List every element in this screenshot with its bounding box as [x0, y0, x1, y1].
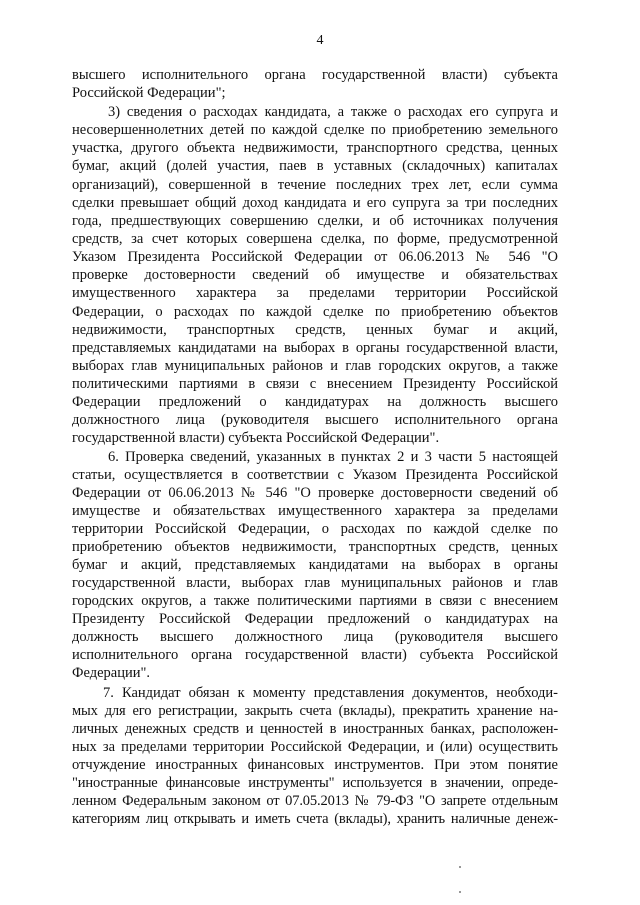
scan-mark [459, 891, 461, 893]
text-line: должность высшего должностного лица (руководителя высшего [72, 629, 558, 645]
text-line: сделки превышает общий доход кандидата и его супруга за три последних [72, 195, 558, 211]
text-line: политическими партиями в связи с внесением Президенту Российской [72, 376, 558, 392]
text-line: статьи, осуществляется в соответствии с Указом Президента Российской [72, 467, 558, 483]
text-line: территории Российской Федерации, о расходах по каждой сделке по [72, 521, 558, 537]
text-line: недвижимости, транспортных средств, ценных бумаг и акций, [72, 322, 558, 338]
text-line: городских округов, а также политическими партиями в связи с внесением [72, 593, 558, 609]
text-line: года, предшествующих совершению сделки, и об источниках получения [72, 213, 558, 229]
text-line: имущественного характера за пределами территории Российской [72, 285, 558, 301]
text-line: государственной власти) субъекта Российской Федерации". [72, 430, 440, 446]
text-line: организаций), совершенной в течение последних трех лет, если сумма [72, 177, 558, 193]
text-line: 6. Проверка сведений, указанных в пунктах 2 и 3 части 5 настоящей [108, 449, 558, 465]
text-line: Российской Федерации"; [72, 85, 226, 101]
text-line: Федерации предложений о кандидатурах на должность высшего [72, 394, 558, 410]
text-line: Федерации от 06.06.2013 № 546 "О проверке достоверности сведений об [72, 485, 558, 501]
text-line: 7. Кандидат обязан к моменту представления документов, необходи- [103, 685, 558, 701]
text-line: несовершеннолетних детей по каждой сделке по приобретению земельного [72, 122, 558, 138]
text-line: категориям лиц открывать и иметь счета (вклады), хранить наличные денеж- [72, 811, 558, 827]
text-line: Указом Президента Российской Федерации от 06.06.2013 № 546 "О [72, 249, 558, 265]
text-line: приобретению объектов недвижимости, транспортных средств, ценных [72, 539, 558, 555]
text-line: должностного лица (руководителя высшего исполнительного органа [72, 412, 558, 428]
text-line: государственной власти, выборах глав муниципальных районов и глав [72, 575, 558, 591]
text-line: мых для его регистрации, закрыть счета (вклады), прекратить хранение на- [72, 703, 558, 719]
text-line: личных денежных средств и ценностей в иностранных банках, расположен- [72, 721, 558, 737]
text-line: проверке достоверности сведений об имуществе и обязательствах [72, 267, 558, 283]
text-line: Федерации". [72, 665, 151, 681]
text-line: бумаг и акций, представляемых кандидатами на выборах в органы [72, 557, 558, 573]
text-line: отчуждение иностранных финансовых инструментов. При этом понятие [72, 757, 558, 773]
text-line: высшего исполнительного органа государственной власти) субъекта [72, 67, 558, 83]
text-line: бумаг, акций (долей участия, паев в уставных (складочных) капиталах [72, 158, 558, 174]
text-line: Федерации, о расходах по каждой сделке по приобретению объектов [72, 304, 558, 320]
page-number: 4 [316, 33, 324, 48]
text-line: "иностранные финансовые инструменты" используется в значении, опреде- [72, 775, 558, 791]
text-line: средств, за счет которых совершена сделка, по форме, предусмотренной [72, 231, 558, 247]
text-line: выборах глав муниципальных районов и глав городских округов, а также [72, 358, 558, 374]
scan-mark [459, 866, 461, 868]
text-line: ных за пределами территории Российской Федерации, и (или) осуществить [72, 739, 558, 755]
text-line: представляемых кандидатами на выборах в органы государственной власти, [72, 340, 558, 356]
text-line: 3) сведения о расходах кандидата, а также о расходах его супруга и [108, 104, 558, 120]
text-line: Президенту Российской Федерации предложений о кандидатурах на [72, 611, 558, 627]
text-line: участка, другого объекта недвижимости, транспортного средства, ценных [72, 140, 558, 156]
text-line: ленном Федеральным законом от 07.05.2013 № 79-ФЗ "О запрете отдельным [72, 793, 558, 809]
text-line: исполнительного органа государственной власти) субъекта Российской [72, 647, 558, 663]
text-line: имуществе и обязательствах имущественного характера за пределами [72, 503, 558, 519]
